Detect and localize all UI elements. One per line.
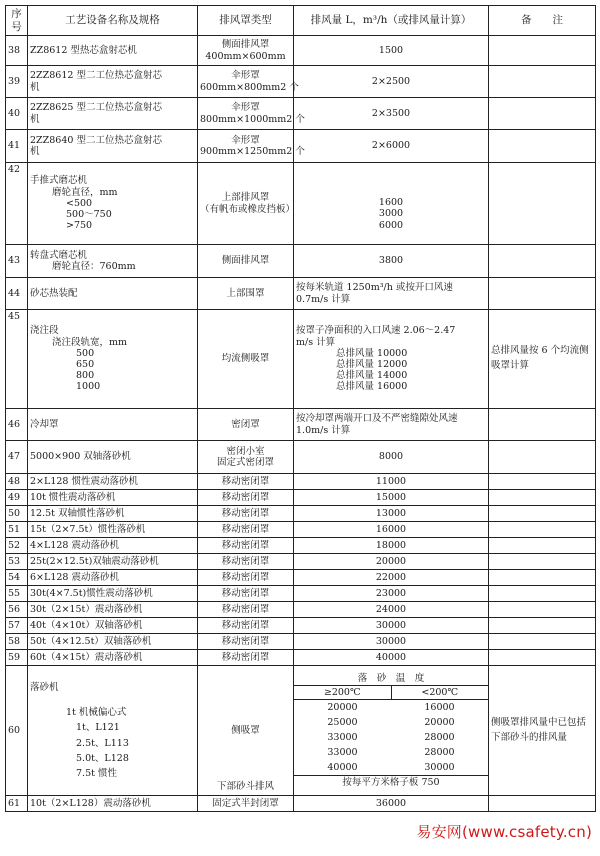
cell-no: 60 bbox=[6, 666, 28, 796]
watermark-text: 易安网(www.csafety.cn) bbox=[416, 823, 592, 841]
spacer bbox=[30, 693, 195, 707]
name-line: 40t（4×10t）双轴落砂机 bbox=[30, 619, 143, 631]
cell-volume bbox=[294, 163, 489, 245]
table-row bbox=[6, 586, 596, 602]
temp-note-row bbox=[294, 776, 488, 790]
cell-name bbox=[28, 490, 198, 506]
volume-line: 23000 bbox=[375, 587, 407, 599]
volume-line: 2×6000 bbox=[371, 140, 411, 152]
name-line: <500 bbox=[66, 197, 93, 209]
cell-hood bbox=[198, 602, 294, 618]
temp-value-row bbox=[294, 730, 488, 745]
volume-line: 按冷却罩两端开口及不严密缝隙处风速 bbox=[296, 413, 458, 425]
cell-hood bbox=[198, 98, 305, 130]
table-row bbox=[6, 130, 596, 163]
cell-name bbox=[28, 538, 198, 554]
volume-line: 13000 bbox=[375, 507, 407, 519]
cell-name bbox=[28, 634, 198, 650]
cell-no: 52 bbox=[6, 538, 28, 554]
cell-no: 45 bbox=[6, 310, 28, 409]
cell-hood bbox=[198, 163, 294, 245]
cell-volume bbox=[294, 310, 489, 409]
volume-line: 11000 bbox=[375, 475, 407, 487]
table-row bbox=[6, 634, 596, 650]
name-line: 2×L128 惯性震动落砂机 bbox=[30, 475, 138, 487]
temp-head-row bbox=[294, 686, 488, 700]
cell-remark bbox=[489, 409, 596, 441]
cell-volume bbox=[294, 130, 489, 163]
temp-lo-value: 20000 bbox=[424, 716, 455, 728]
cell-remark bbox=[489, 650, 596, 666]
name-line: 浇注段 bbox=[30, 325, 59, 337]
cell-no: 47 bbox=[6, 441, 28, 474]
cell-name bbox=[28, 409, 198, 441]
cell-remark bbox=[489, 66, 596, 98]
hood-line: 移动密闭罩 bbox=[221, 507, 270, 519]
cell-no: 40 bbox=[6, 98, 28, 130]
cell-volume bbox=[294, 278, 489, 310]
cell-remark bbox=[489, 245, 596, 278]
cell-name bbox=[28, 618, 198, 634]
name-line: 650 bbox=[76, 359, 95, 370]
cell-name: 10t（2×L128）震动落砂机 bbox=[28, 796, 198, 812]
name-line: 25t(2×12.5t)双轴震动落砂机 bbox=[30, 555, 159, 567]
header-remark: 备 注 bbox=[489, 6, 596, 36]
volume-line: 16000 bbox=[375, 523, 407, 535]
name-line: 500～750 bbox=[66, 209, 112, 221]
volume-line: 按罩子净面积的入口风速 2.06～2.47 bbox=[296, 325, 456, 337]
volume-line: 3800 bbox=[378, 255, 404, 267]
cell-no: 48 bbox=[6, 474, 28, 490]
cell-no: 42 bbox=[6, 163, 28, 245]
header-name: 工艺设备名称及规格 bbox=[28, 6, 198, 36]
cell-name bbox=[28, 666, 198, 796]
cell-remark bbox=[489, 278, 596, 310]
hood-line: 均流侧吸罩 bbox=[221, 353, 270, 365]
volume-line: 1600 bbox=[378, 197, 404, 209]
cell-remark bbox=[489, 490, 596, 506]
cell-hood bbox=[198, 618, 294, 634]
cell-name bbox=[28, 163, 198, 245]
hood-line: 移动密闭罩 bbox=[221, 619, 270, 631]
name-line: 7.5t 惯性 bbox=[76, 767, 117, 779]
cell-name bbox=[28, 245, 198, 278]
cell-hood bbox=[198, 245, 294, 278]
cell-remark bbox=[489, 634, 596, 650]
cell-no: 50 bbox=[6, 506, 28, 522]
cell-remark bbox=[489, 570, 596, 586]
table-row-60 bbox=[6, 666, 596, 796]
cell-volume bbox=[294, 490, 489, 506]
cell-no: 57 bbox=[6, 618, 28, 634]
cell-remark bbox=[489, 522, 596, 538]
name-line: 30t(4×7.5t)惯性震动落砂机 bbox=[30, 587, 153, 599]
table-row bbox=[6, 554, 596, 570]
cell-remark bbox=[489, 98, 596, 130]
volume-line: 18000 bbox=[375, 539, 407, 551]
cell-name bbox=[28, 36, 198, 66]
volume-line: 总排风量 10000 bbox=[336, 347, 408, 359]
cell-remark bbox=[489, 130, 596, 163]
temp-lo-value: 28000 bbox=[424, 731, 455, 743]
exhaust-volume-table bbox=[5, 5, 596, 812]
name-line: 转盘式磨芯机 bbox=[30, 249, 88, 261]
cell-hood bbox=[198, 130, 305, 163]
hood-line: 800mm×1000mm2 个 bbox=[200, 113, 305, 125]
cell-name bbox=[28, 310, 198, 409]
cell-no: 39 bbox=[6, 66, 28, 98]
hood-line: 移动密闭罩 bbox=[221, 587, 270, 599]
cell-volume bbox=[294, 602, 489, 618]
cell-hood bbox=[198, 310, 294, 409]
cell-hood bbox=[198, 522, 294, 538]
cell-name bbox=[28, 130, 198, 163]
document-page bbox=[5, 5, 595, 847]
name-line: 50t（4×12.5t）双轴落砂机 bbox=[30, 635, 152, 647]
hood-line: 侧吸罩 bbox=[231, 724, 260, 736]
hood-line: 伞形罩 bbox=[231, 102, 260, 114]
table-row bbox=[6, 602, 596, 618]
volume-line: 22000 bbox=[375, 571, 407, 583]
hood-line: 移动密闭罩 bbox=[221, 635, 270, 647]
name-line: 机 bbox=[30, 81, 40, 93]
table-row bbox=[6, 570, 596, 586]
table-row bbox=[6, 98, 596, 130]
cell-name bbox=[28, 554, 198, 570]
cell-no: 55 bbox=[6, 586, 28, 602]
volume-line: 8000 bbox=[378, 451, 404, 463]
name-line: 4×L128 震动落砂机 bbox=[30, 539, 119, 551]
cell-remark bbox=[489, 441, 596, 474]
cell-hood bbox=[198, 506, 294, 522]
temp-lo-value: 16000 bbox=[424, 701, 455, 713]
hood-line: 400mm×600mm bbox=[205, 50, 286, 62]
name-line: 2.5t、L113 bbox=[76, 737, 129, 749]
name-line: 10t 惯性震动落砂机 bbox=[30, 491, 116, 503]
hood-line: 移动密闭罩 bbox=[221, 475, 270, 487]
cell-hood bbox=[198, 490, 294, 506]
name-line: 1000 bbox=[76, 381, 101, 393]
hood-line: 伞形罩 bbox=[231, 70, 260, 82]
hood-line: 侧面排风罩 bbox=[221, 39, 270, 51]
cell-remark bbox=[489, 474, 596, 490]
hood-line: 上部围罩 bbox=[226, 287, 265, 299]
table-row bbox=[6, 66, 596, 98]
cell-volume bbox=[294, 66, 489, 98]
cell-name bbox=[28, 650, 198, 666]
name-line: 6×L128 震动落砂机 bbox=[30, 571, 119, 583]
cell-volume bbox=[294, 666, 489, 796]
name-line: 60t（4×15t）震动落砂机 bbox=[30, 651, 143, 663]
name-line: 2ZZ8625 型二工位热芯盒射芯 bbox=[30, 102, 162, 114]
hood-line: （有帆布或橡皮挡板） bbox=[200, 203, 296, 215]
temp-value-row bbox=[294, 700, 488, 716]
hood-line: 密闭罩 bbox=[231, 418, 260, 430]
cell-hood bbox=[198, 666, 294, 796]
temperature-subtable bbox=[294, 672, 488, 789]
cell-name bbox=[28, 586, 198, 602]
cell-remark bbox=[489, 796, 596, 812]
volume-line: 20000 bbox=[375, 555, 407, 567]
cell-hood bbox=[198, 586, 294, 602]
cell-volume bbox=[294, 586, 489, 602]
volume-line: 2×3500 bbox=[371, 107, 411, 119]
temp-hi-value: 20000 bbox=[327, 701, 358, 713]
volume-line: m/s 计算 bbox=[296, 336, 336, 348]
cell-no: 38 bbox=[6, 36, 28, 66]
volume-line: 0.7m/s 计算 bbox=[296, 293, 351, 305]
cell-volume bbox=[294, 522, 489, 538]
cell-volume: 36000 bbox=[294, 796, 489, 812]
name-line: 30t（2×15t）震动落砂机 bbox=[30, 603, 143, 615]
hood-line: 侧面排风罩 bbox=[221, 255, 270, 267]
hood-line: 固定式密闭罩 bbox=[216, 457, 274, 468]
hood-line: 移动密闭罩 bbox=[221, 651, 270, 663]
cell-volume bbox=[294, 409, 489, 441]
hood-line: 移动密闭罩 bbox=[221, 603, 270, 615]
name-line: ZZ8612 型热芯盒射芯机 bbox=[30, 44, 137, 56]
table-row bbox=[6, 409, 596, 441]
name-line: 落砂机 bbox=[30, 681, 59, 693]
cell-remark bbox=[489, 163, 596, 245]
temp-values bbox=[294, 700, 488, 776]
cell-volume bbox=[294, 570, 489, 586]
cell-remark: 总排风量按 6 个均流侧吸罩计算 bbox=[489, 310, 596, 409]
cell-name bbox=[28, 98, 198, 130]
table-row bbox=[6, 278, 596, 310]
cell-volume bbox=[294, 98, 489, 130]
name-line: 5.0t、L128 bbox=[76, 752, 129, 764]
cell-no: 58 bbox=[6, 634, 28, 650]
cell-hood bbox=[198, 634, 294, 650]
temp-lo-header: <200℃ bbox=[391, 686, 488, 700]
table-body bbox=[6, 36, 596, 666]
temp-lo-value: 30000 bbox=[424, 761, 455, 773]
hood-line: 600mm×800mm2 个 bbox=[200, 81, 299, 93]
cell-volume bbox=[294, 650, 489, 666]
header-hood: 排风罩类型 bbox=[198, 6, 294, 36]
cell-volume bbox=[294, 36, 489, 66]
volume-line: 30000 bbox=[375, 619, 407, 631]
cell-no: 51 bbox=[6, 522, 28, 538]
cell-hood bbox=[198, 554, 294, 570]
name-line: 5000×900 双轴落砂机 bbox=[30, 451, 131, 463]
cell-name bbox=[28, 474, 198, 490]
temp-hi-value: 33000 bbox=[327, 731, 358, 743]
cell-no: 54 bbox=[6, 570, 28, 586]
cell-no: 46 bbox=[6, 409, 28, 441]
cell-remark bbox=[489, 538, 596, 554]
table-row bbox=[6, 538, 596, 554]
temp-hi-value: 40000 bbox=[327, 761, 358, 773]
hood-line: 下部砂斗排风 bbox=[216, 780, 274, 792]
temp-value-row bbox=[294, 715, 488, 730]
name-line: 800 bbox=[76, 370, 95, 382]
hood-line: 移动密闭罩 bbox=[221, 571, 270, 583]
table-row bbox=[6, 490, 596, 506]
volume-line: 总排风量 12000 bbox=[336, 359, 408, 370]
cell-hood bbox=[198, 409, 294, 441]
name-line: 冷却罩 bbox=[30, 418, 59, 430]
table-row bbox=[6, 245, 596, 278]
cell-name bbox=[28, 522, 198, 538]
name-line: 磨轮直径，mm bbox=[52, 186, 118, 198]
cell-no: 53 bbox=[6, 554, 28, 570]
table-header-row bbox=[6, 6, 596, 36]
cell-volume bbox=[294, 538, 489, 554]
cell-volume bbox=[294, 474, 489, 490]
cell-remark bbox=[489, 618, 596, 634]
cell-name bbox=[28, 506, 198, 522]
table-row bbox=[6, 506, 596, 522]
cell-hood bbox=[198, 474, 294, 490]
temp-hi-header: ≥200℃ bbox=[294, 686, 391, 700]
cell-no: 61 bbox=[6, 796, 28, 812]
cell-no: 43 bbox=[6, 245, 28, 278]
temp-title-row bbox=[294, 672, 488, 686]
hood-line: 移动密闭罩 bbox=[221, 523, 270, 535]
cell-hood bbox=[198, 36, 294, 66]
volume-line: 总排风量 16000 bbox=[336, 381, 408, 393]
name-line: 2ZZ8612 型二工位热芯盒射芯 bbox=[30, 70, 162, 82]
name-line: 15t（2×7.5t）惯性落砂机 bbox=[30, 523, 146, 535]
name-line: 500 bbox=[76, 347, 95, 359]
name-line: 机 bbox=[30, 146, 40, 157]
hood-line: 密闭小室 bbox=[226, 445, 265, 457]
table-row bbox=[6, 36, 596, 66]
name-line: 手推式磨芯机 bbox=[30, 175, 88, 187]
cell-remark bbox=[489, 506, 596, 522]
temp-value-row bbox=[294, 760, 488, 776]
volume-line: 按每米轨道 1250m³/h 或按开口风速 bbox=[296, 282, 453, 294]
header-no: 序号 bbox=[6, 6, 28, 36]
hood-line: 伞形罩 bbox=[231, 134, 260, 146]
cell-name bbox=[28, 66, 198, 98]
volume-line: 40000 bbox=[375, 651, 407, 663]
hood-line: 移动密闭罩 bbox=[221, 491, 270, 503]
table-row bbox=[6, 441, 596, 474]
table-row bbox=[6, 618, 596, 634]
hood-line: 上部排风罩 bbox=[221, 192, 270, 204]
cell-hood bbox=[198, 538, 294, 554]
temp-value-row bbox=[294, 745, 488, 760]
cell-name bbox=[28, 441, 198, 474]
volume-line: 24000 bbox=[375, 603, 407, 615]
table-row bbox=[6, 310, 596, 409]
volume-line: 15000 bbox=[375, 491, 407, 503]
cell-remark: 侧吸罩排风量中已包括下部砂斗的排风量 bbox=[489, 666, 596, 796]
cell-volume bbox=[294, 506, 489, 522]
cell-volume bbox=[294, 554, 489, 570]
volume-line: 1500 bbox=[378, 44, 404, 56]
volume-line: 6000 bbox=[378, 219, 404, 231]
table-row bbox=[6, 650, 596, 666]
volume-line: 2×2500 bbox=[371, 75, 411, 87]
name-line: 12.5t 双轴惯性落砂机 bbox=[30, 507, 125, 519]
name-line: 1t、L121 bbox=[76, 722, 120, 734]
bottom-note: 按每平方米格子板 750 bbox=[294, 776, 488, 790]
name-line: >750 bbox=[66, 220, 93, 232]
name-line: 砂芯热装配 bbox=[30, 287, 78, 299]
name-line: 1t 机械偏心式 bbox=[66, 707, 127, 719]
cell-no: 59 bbox=[6, 650, 28, 666]
temp-hi-value: 25000 bbox=[327, 716, 358, 728]
temp-lo-value: 28000 bbox=[424, 746, 455, 758]
cell-remark bbox=[489, 586, 596, 602]
cell-no: 44 bbox=[6, 278, 28, 310]
cell-name bbox=[28, 602, 198, 618]
name-line: 机 bbox=[30, 113, 40, 125]
cell-no: 56 bbox=[6, 602, 28, 618]
cell-hood bbox=[198, 278, 294, 310]
cell-volume bbox=[294, 618, 489, 634]
table-row bbox=[6, 163, 596, 245]
name-line: 磨轮直径：760mm bbox=[52, 261, 136, 272]
name-line: 浇注段轨宽，mm bbox=[52, 336, 128, 348]
cell-hood: 固定式半封闭罩 bbox=[198, 796, 294, 812]
volume-line: 1.0m/s 计算 bbox=[296, 424, 351, 436]
volume-line: 3000 bbox=[378, 208, 404, 220]
header-volume: 排风量 L，m³/h（或排风量计算） bbox=[294, 6, 489, 36]
temp-title: 落 砂 温 度 bbox=[294, 672, 488, 686]
table-row-61 bbox=[6, 796, 596, 812]
volume-line: 总排风量 14000 bbox=[336, 370, 408, 382]
cell-hood bbox=[198, 441, 294, 474]
cell-name bbox=[28, 570, 198, 586]
table-row bbox=[6, 522, 596, 538]
cell-volume bbox=[294, 245, 489, 278]
cell-hood bbox=[198, 570, 294, 586]
cell-no: 41 bbox=[6, 130, 28, 163]
hood-line: 移动密闭罩 bbox=[221, 539, 270, 551]
table-row bbox=[6, 474, 596, 490]
cell-hood bbox=[198, 66, 299, 98]
hood-line: 900mm×1250mm2 个 bbox=[200, 146, 305, 157]
cell-no: 49 bbox=[6, 490, 28, 506]
hood-line: 移动密闭罩 bbox=[221, 555, 270, 567]
volume-line: 30000 bbox=[375, 635, 407, 647]
name-line: 2ZZ8640 型二工位热芯盒射芯 bbox=[30, 134, 162, 146]
table-body-tail bbox=[6, 666, 596, 812]
cell-name bbox=[28, 278, 198, 310]
temp-hi-value: 33000 bbox=[327, 746, 358, 758]
cell-volume bbox=[294, 634, 489, 650]
cell-hood bbox=[198, 650, 294, 666]
cell-remark bbox=[489, 602, 596, 618]
cell-remark bbox=[489, 36, 596, 66]
cell-remark bbox=[489, 554, 596, 570]
cell-volume bbox=[294, 441, 489, 474]
